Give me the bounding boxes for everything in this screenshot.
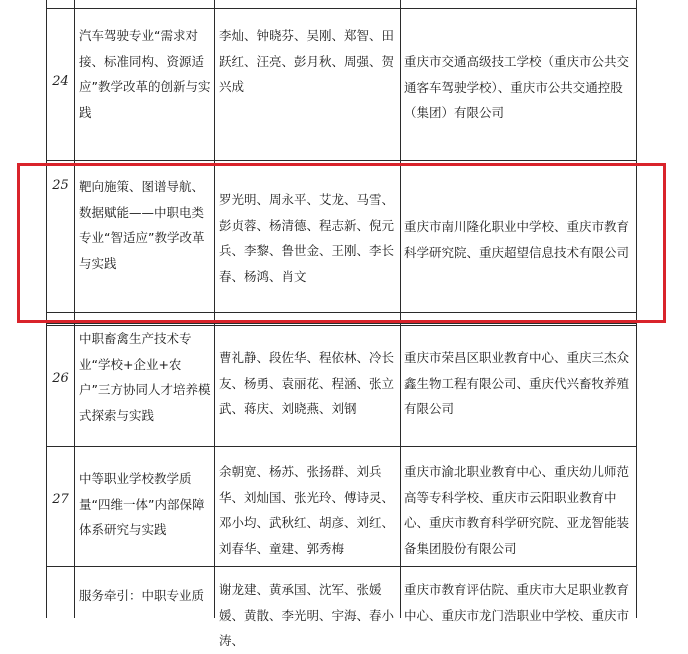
row-number: 26 [52, 371, 69, 386]
participants: 谢龙建、黄承国、沈军、张媛媛、黄散、李光明、宇海、春小涛、 [219, 582, 395, 648]
participants: 余朝宽、杨苏、张扬群、刘兵华、刘灿国、张光玲、傅诗灵、邓小均、武秋红、胡彦、刘红、刘春华、童建、郭秀梅 [219, 464, 395, 556]
row-divider [46, 446, 636, 447]
participants: 曹礼静、段佐华、程依林、冷长友、杨勇、袁丽花、程涵、张立武、蒋庆、刘晓燕、刘钢 [219, 350, 395, 416]
row-divider [46, 8, 636, 9]
organizations: 重庆市南川隆化职业中学校、重庆市教育科学研究院、重庆超望信息技术有限公司 [404, 219, 630, 260]
column-divider [400, 0, 401, 618]
organizations: 重庆市渝北职业教育中心、重庆幼儿师范高等专科学校、重庆市云阳职业教育中心、重庆市教育科学研究院、亚龙智能装备集团股份有限公司 [404, 464, 630, 556]
row-number: 24 [52, 74, 69, 89]
organizations: 重庆市教育评估院、重庆市大足职业教育中心、重庆市龙门浩职业中学校、重庆市 [404, 582, 630, 623]
row-divider [46, 312, 636, 313]
project-name: 中职畜禽生产技术专业“学校+企业+农户”三方协同人才培养模式探索与实践 [79, 331, 211, 423]
project-name: 汽车驾驶专业“需求对接、标准同构、资源适应”教学改革的创新与实践 [79, 28, 211, 120]
column-divider [636, 0, 637, 618]
row-number: 25 [52, 178, 69, 193]
participants: 罗光明、周永平、艾龙、马雪、彭贞蓉、杨清德、程志新、倪元兵、李黎、鲁世金、王刚、李长春、杨鸿、肖文 [219, 192, 395, 284]
project-name: 中等职业学校教学质量“四维一体”内部保障体系研究与实践 [79, 471, 205, 537]
row-divider [46, 566, 636, 567]
row-divider [46, 160, 636, 161]
project-name: 靶向施策、图谱导航、数据赋能——中职电类专业“智适应”教学改革与实践 [79, 179, 205, 271]
row-number: 27 [52, 492, 69, 507]
column-divider [46, 0, 47, 618]
organizations: 重庆市交通高级技工学校（重庆市公共交通客车驾驶学校）、重庆市公共交通控股（集团）有限公司 [404, 54, 630, 120]
column-divider [214, 0, 215, 618]
organizations: 重庆市荣昌区职业教育中心、重庆三杰众鑫生物工程有限公司、重庆代兴畜牧养殖有限公司 [404, 350, 630, 416]
column-divider [74, 0, 75, 618]
participants: 李灿、钟晓芬、吴刚、郑智、田跃红、汪亮、彭月秋、周强、贺兴成 [219, 28, 395, 94]
project-name: 服务牵引：中职专业质 [79, 588, 205, 603]
